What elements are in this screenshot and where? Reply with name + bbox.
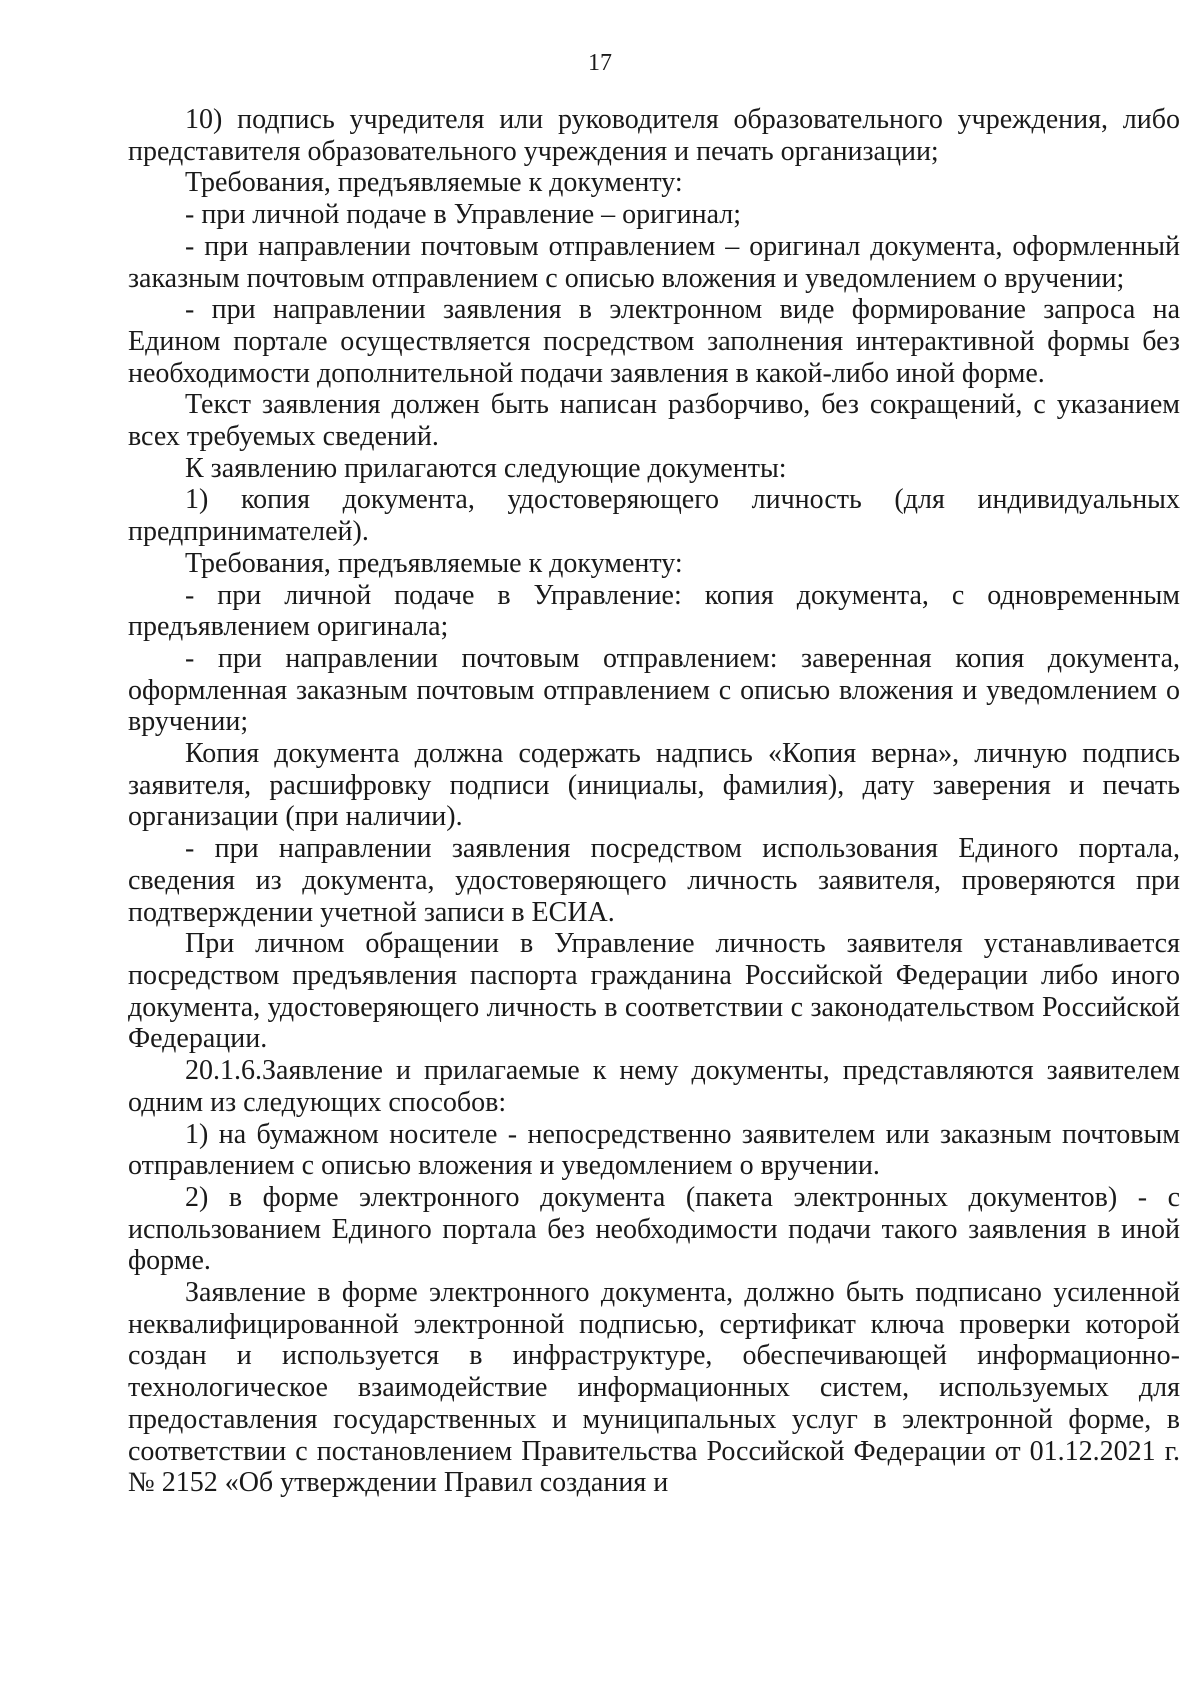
paragraph-copy-certification: Копия документа должна содержать надпись «Копия верна», личную подпись заявителя, расшифровку подписи (инициалы, фамилия), дату заверения и печать организации (при наличии). (128, 738, 1180, 833)
paragraph-personal-identity: При личном обращении в Управление личность заявителя устанавливается посредством предъявления паспорта гражданина Российской Федерации либо иного документа, удостоверяющего личность в соответствии с законодательством Российской Федерации. (128, 928, 1180, 1055)
paragraph-electronic-signature: Заявление в форме электронного документа, должно быть подписано усиленной неквалифицированной электронной подписью, сертификат ключа проверки которой создан и используется в инфраструктуре, обеспечивающей информационно-технологическое взаимодействие информационных систем, используемых для предоставления государственных и муниципальных услуг в электронной форме, в соответствии с постановлением Правительства Российской Федерации от 01.12.2021 г. № 2152 «Об утверждении Правил создания и (128, 1277, 1180, 1499)
paragraph-electronic-submission: - при направлении заявления в электронном виде формирование запроса на Едином портале осуществляется посредством заполнения интерактивной формы без необходимости дополнительной подачи заявления в какой-либо иной форме. (128, 294, 1180, 389)
paragraph-personal-submission-copy: - при личной подаче в Управление: копия документа, с одновременным предъявлением оригинала; (128, 579, 1180, 643)
paragraph-text-legibility: Текст заявления должен быть написан разборчиво, без сокращений, с указанием всех требуемых сведений. (128, 389, 1180, 453)
paragraph-postal-submission-original: - при направлении почтовым отправлением – оригинал документа, оформленный заказным почтовым отправлением с описью вложения и уведомлением о вручении; (128, 230, 1180, 294)
paragraph-identity-copy: 1) копия документа, удостоверяющего личность (для индивидуальных предпринимателей). (128, 484, 1180, 548)
paragraph-postal-submission-copy: - при направлении почтовым отправлением: заверенная копия документа, оформленная заказным почтовым отправлением с описью вложения и уведомлением о вручении; (128, 642, 1180, 738)
paragraph-personal-submission-original: - при личной подаче в Управление – оригинал; (185, 199, 742, 231)
paragraph-doc-requirements-heading: Требования, предъявляемые к документу: (185, 167, 683, 199)
paragraph-attached-documents: К заявлению прилагаются следующие документы: (185, 452, 787, 484)
paragraph-portal-identity-check: - при направлении заявления посредством использования Единого портала, сведения из документа, удостоверяющего личность заявителя, проверяются при подтверждении учетной записи в ЕСИА. (128, 833, 1180, 928)
page-number: 17 (588, 50, 612, 76)
paragraph-paper-method: 1) на бумажном носителе - непосредственно заявителем или заказным почтовым отправлением с описью вложения и уведомлением о вручении. (128, 1118, 1180, 1182)
document-body (128, 104, 1180, 1499)
paragraph-section-20-1-6: 20.1.6.Заявление и прилагаемые к нему документы, представляются заявителем одним из следующих способов: (128, 1055, 1180, 1118)
paragraph-signature-requirement: 10) подпись учредителя или руководителя образовательного учреждения, либо представителя образовательного учреждения и печать организации; (128, 104, 1180, 167)
paragraph-electronic-method: 2) в форме электронного документа (пакета электронных документов) - с использованием Единого портала без необходимости подачи такого заявления в иной форме. (128, 1181, 1180, 1277)
paragraph-doc-requirements-heading-2: Требования, предъявляемые к документу: (185, 547, 683, 579)
